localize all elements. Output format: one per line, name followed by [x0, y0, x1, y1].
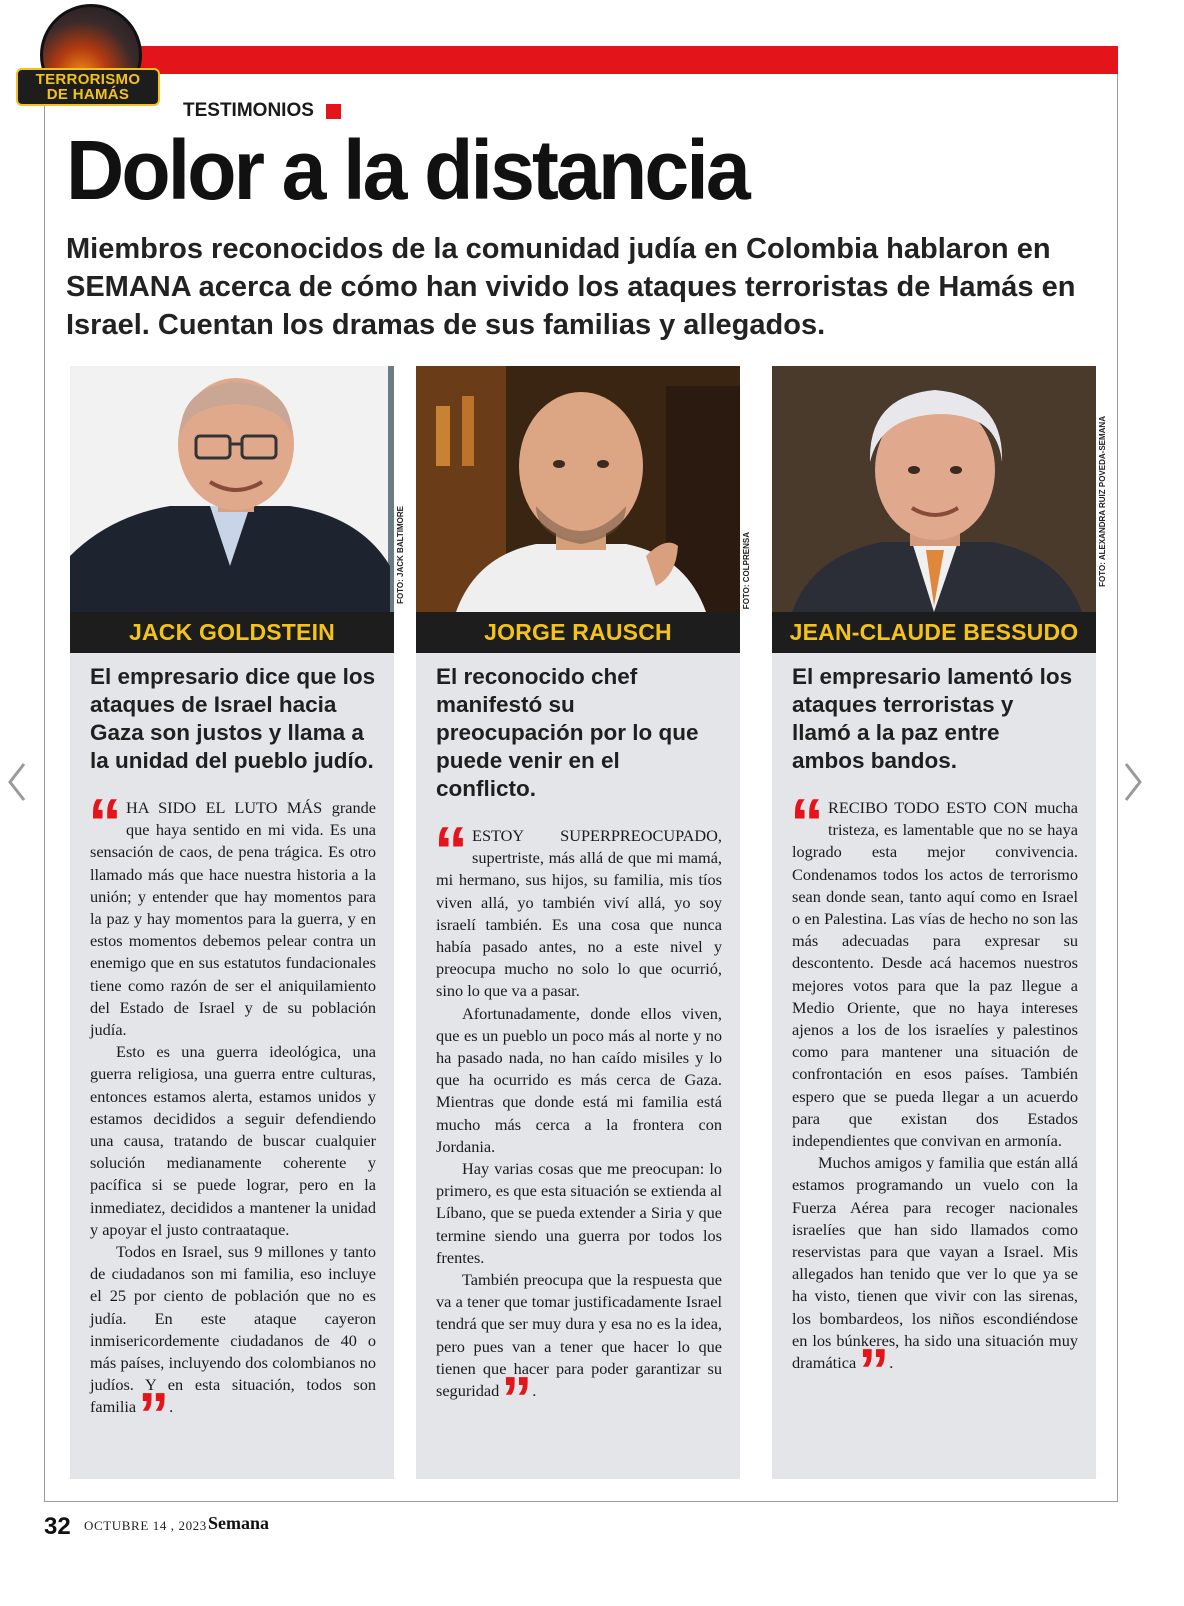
section-label: TESTIMONIOS — [183, 100, 314, 121]
quote-close-icon: ” — [501, 1365, 533, 1435]
photo-credit: FOTO: ALEXANDRA RUIZ POVEDA-SEMANA — [1098, 416, 1107, 587]
summary: El reconocido chef manifestó su preocupación por lo que puede venir en el conflicto. — [436, 664, 699, 801]
testimony-body — [790, 785, 1078, 1407]
quote-open-icon: “ — [88, 785, 122, 861]
testimony-box — [70, 653, 394, 1479]
badge-label — [16, 68, 160, 106]
person-name: JORGE RAUSCH — [484, 619, 672, 645]
paragraph: “ ESTOY SUPERPREOCUPADO, supertriste, más allá de que mi mamá, mi hermano, sus hijos, su familia, mis tíos viven allá, yo también viví allá, yo soy israelí también. Es una cosa que nunca había pasado antes, no a este nivel y preocupa mucho no solo lo que ocurrió, sino lo que va a pasar. — [434, 813, 722, 1001]
portrait-photo-goldstein — [70, 366, 394, 612]
badge-line-2: DE HAMÁS — [46, 86, 130, 103]
deck: Miembros reconocidos de la comunidad judía en Colombia hablaron en SEMANA acerca de cómo han vivido los ataques terroristas de Hamás en Israel. Cuentan los dramas de sus familias y allegados. — [66, 233, 1076, 341]
paragraph: “ HA SIDO EL LUTO MÁS grande que haya sentido en mi vida. Es una sensación de caos, de pena trágica. Es otro llamado más que hace nuestra historia a la unión; y entender que hay momentos para la paz y hay momentos para la guerra, y en estos momentos debemos pelear contra un enemigo que en sus estatutos fundacionales tiene como razón de ser el aniquilamiento del Estado de Israel y de su población judía. — [88, 785, 376, 1040]
headline: Dolor a la distancia — [66, 123, 748, 217]
person-name: JACK GOLDSTEIN — [129, 619, 335, 645]
testimony-body — [88, 785, 376, 1451]
magazine-name: Semana — [208, 1513, 270, 1533]
paragraph: Afortunadamente, donde ellos viven, que es un pueblo un poco más al norte y no ha pasado nada, no han caído misiles y lo que ha ocurrido es más cerca de Gaza. Mientras que donde está mi familia está mucho más cerca a la frontera con Jordania. — [436, 1003, 722, 1156]
quote-open-icon: “ — [434, 813, 468, 889]
issue-date: OCTUBRE 14 , 2023 — [84, 1518, 207, 1533]
paragraph: También preocupa que la respuesta que va a tener que tomar justificadamente Israel tendrá que ser muy dura y esa no es la idea, pero pues van a tener que hacer lo que tienen que hacer para poder garantizar su seguridad”. — [436, 1270, 722, 1435]
next-page-arrow-icon[interactable] — [1122, 760, 1144, 804]
testimony-box — [416, 653, 740, 1479]
summary: El empresario dice que los ataques de Israel hacia Gaza son justos y llama a la unidad del pueblo judío. — [90, 664, 376, 773]
photo-credit: FOTO: JACK BALTIMORE — [396, 506, 405, 604]
quote-open-icon: “ — [790, 785, 824, 861]
portrait-photo-bessudo — [772, 366, 1096, 612]
section-badge — [16, 4, 164, 108]
paragraph: Hay varias cosas que me preocupan: lo primero, es que esta situación se extienda al Líbano, que se pueda extender a Siria y que termine siendo una guerra por todos los frentes. — [436, 1159, 722, 1267]
name-bar — [772, 612, 1096, 653]
section-red-bar — [100, 46, 1118, 74]
section-square-icon — [326, 104, 341, 119]
name-bar — [70, 612, 394, 653]
paragraph: Todos en Israel, sus 9 millones y tanto de ciudadanos son mi familia, eso incluye el 25 por ciento de población que no es judía. En este ataque cayeron inmisericordemente ciudadanos de 40 o más países, incluyendo dos colombianos no judíos. Y en esta situación, todos son familia”. — [90, 1242, 376, 1451]
page-number: 32 — [44, 1513, 71, 1540]
quote-close-icon: ” — [858, 1337, 890, 1407]
testimony-body — [434, 813, 722, 1435]
badge-line-1: TERRORISMO — [35, 71, 141, 88]
quote-close-icon: ” — [138, 1381, 170, 1451]
paragraph: Esto es una guerra ideológica, una guerra religiosa, una guerra entre culturas, entonces estamos alerta, estamos unidos y estamos decididos a seguir defendiendo una causa, tratando de buscar cualquier solución medianamente coherente y pacífica si se puede lograr, pero en la inmediatez, decididos a mantener la unidad y apoyar el justo contraataque. — [90, 1042, 376, 1239]
person-name: JEAN-CLAUDE BESSUDO — [789, 619, 1079, 645]
paragraph: “ RECIBO TODO ESTO CON mucha tristeza, es lamentable que no se haya logrado esta mejor convivencia. Condenamos todos los actos de terrorismo sean donde sean, tanto aquí como en Israel o en Palestina. Las vías de hecho no son las más adecuadas para expresar su descontento. Desde acá hacemos nuestros mejores votos para que la paz llegue a Medio Oriente, que no haya intereses ajenos a los de los israelíes y palestinos como para mantener una situación de confrontación en esos países. También espero que se pueda llegar a un acuerdo para que existan dos Estados independientes que convivan en armonía. — [790, 785, 1078, 1151]
paragraph: Muchos amigos y familia que están allá estamos programando un vuelo con la Fuerza Aérea para recoger nacionales israelíes que han sido llamados como reservistas para que vayan a Israel. Mis allegados han tenido que ver lo que ya se ha visto, tienen que vivir con las sirenas, los bombardeos, los niños escondiéndose en los búnkeres, ha sido una situación muy dramática”. — [792, 1153, 1078, 1407]
summary: El empresario lamentó los ataques terroristas y llamó a la paz entre ambos bandos. — [792, 664, 1073, 773]
name-bar — [416, 612, 740, 653]
testimony-box — [772, 653, 1096, 1479]
portrait-photo-rausch — [416, 366, 740, 612]
previous-page-arrow-icon[interactable] — [6, 760, 28, 804]
photo-credit: FOTO: COLPRENSA — [742, 532, 751, 610]
